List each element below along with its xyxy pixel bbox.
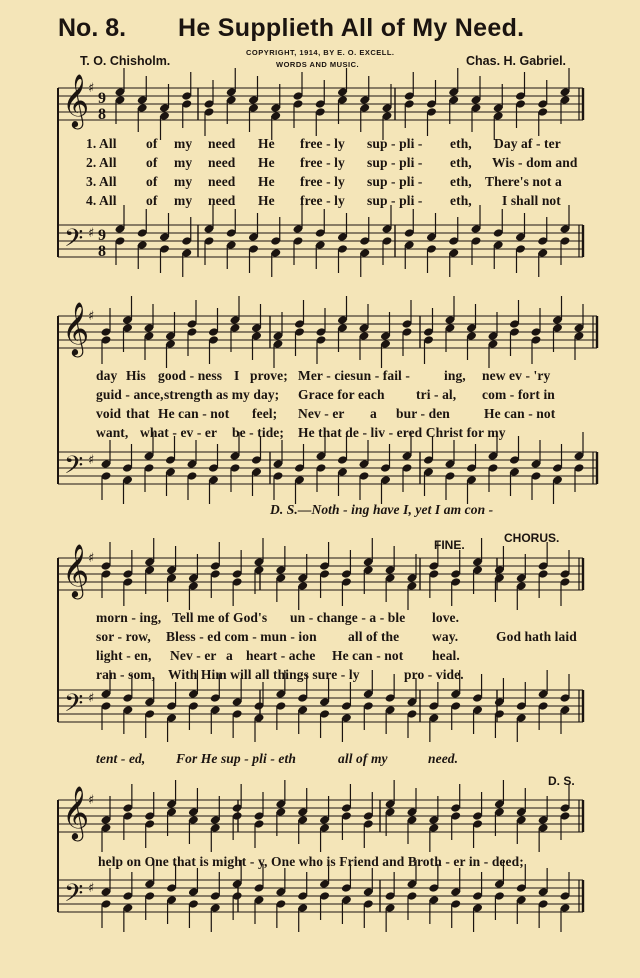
lyrics-verse-1-line-2: day His good - ness I prove; Mer - cies un - fail - ing, new ev - 'ry <box>96 368 551 383</box>
hymn-title: He Supplieth All of My Need. <box>178 14 525 42</box>
chorus-label: CHORUS. <box>504 531 560 545</box>
lyrics-verse-4-line-2: want, what - ev - er be - tide; He that de - liv - ered Christ for my <box>96 425 506 440</box>
lyrics-verse-2-line-2: guid - ance, strength as my day; Grace for each tri - al, com - fort in <box>96 387 555 402</box>
copyright-subline: WORDS AND MUSIC. <box>276 60 360 69</box>
ds-label: D. S. <box>548 774 575 788</box>
lyrics-chorus-line: help on One that is might - y, One who is Friend and Broth - er in - deed; <box>98 854 524 869</box>
composer-credit: Chas. H. Gabriel. <box>466 54 567 68</box>
lyrics-verse-2-line-3: sor - row, Bless - ed com - mun - ion all of the way. God hath laid <box>96 629 577 644</box>
treble-clef-icon: 𝄞 <box>62 543 90 597</box>
key-sharp-icon: ♯ <box>88 81 95 96</box>
key-sharp-icon: ♯ <box>88 309 95 324</box>
lyrics-verse-3-line-1: 3. All of my need He free - ly sup - pli - eth, There's not a <box>86 174 562 189</box>
key-sharp-icon: ♯ <box>88 691 95 706</box>
lyrics-ds-line-3: tent - ed, For He sup - pli - eth all of my need. <box>96 751 459 766</box>
bass-clef-icon: 𝄢 <box>64 689 84 724</box>
key-sharp-icon: ♯ <box>88 226 95 241</box>
lyrics-verse-1-line-3: morn - ing, Tell me of God's un - change - a - ble love. <box>96 610 460 625</box>
time-signature-top: 9 <box>98 227 106 244</box>
key-sharp-icon: ♯ <box>88 793 95 808</box>
lyrics-verse-1-line-1: 1. All of my need He free - ly sup - pli - eth, Day af - ter <box>86 136 561 151</box>
treble-clef-icon: 𝄞 <box>62 785 90 839</box>
time-signature-top: 9 <box>98 90 106 107</box>
treble-clef-icon: 𝄞 <box>62 73 90 127</box>
treble-clef-icon: 𝄞 <box>62 301 90 355</box>
lyrics-verse-4-line-3: ran - som, With Him will all things sure - ly pro - vide. <box>96 667 464 682</box>
lyrics-verse-4-line-1: 4. All of my need He free - ly sup - pli - eth, I shall not <box>86 193 561 208</box>
time-signature-bottom: 8 <box>98 106 106 123</box>
bass-clef-icon: 𝄢 <box>64 879 84 914</box>
key-sharp-icon: ♯ <box>88 881 95 896</box>
time-signature-bottom: 8 <box>98 243 106 260</box>
lyrics-verse-2-line-1: 2. All of my need He free - ly sup - pli - eth, Wis - dom and <box>86 155 578 170</box>
lyrics-verse-3-line-2: void that He can - not feel; Nev - er a bur - den He can - not <box>96 406 556 421</box>
hymn-number: No. 8. <box>58 14 127 42</box>
fine-label: FINE. <box>434 538 465 552</box>
lyrics-ds-line-2: D. S.—Noth - ing have I, yet I am con - <box>270 502 494 517</box>
lyrics-verse-3-line-3: light - en, Nev - er a heart - ache He can - not heal. <box>96 648 460 663</box>
bass-clef-icon: 𝄢 <box>64 224 84 259</box>
key-sharp-icon: ♯ <box>88 551 95 566</box>
copyright-notice: COPYRIGHT, 1914, BY E. O. EXCELL. <box>246 48 395 57</box>
key-sharp-icon: ♯ <box>88 453 95 468</box>
bass-clef-icon: 𝄢 <box>64 451 84 486</box>
lyricist-credit: T. O. Chisholm. <box>80 54 171 68</box>
